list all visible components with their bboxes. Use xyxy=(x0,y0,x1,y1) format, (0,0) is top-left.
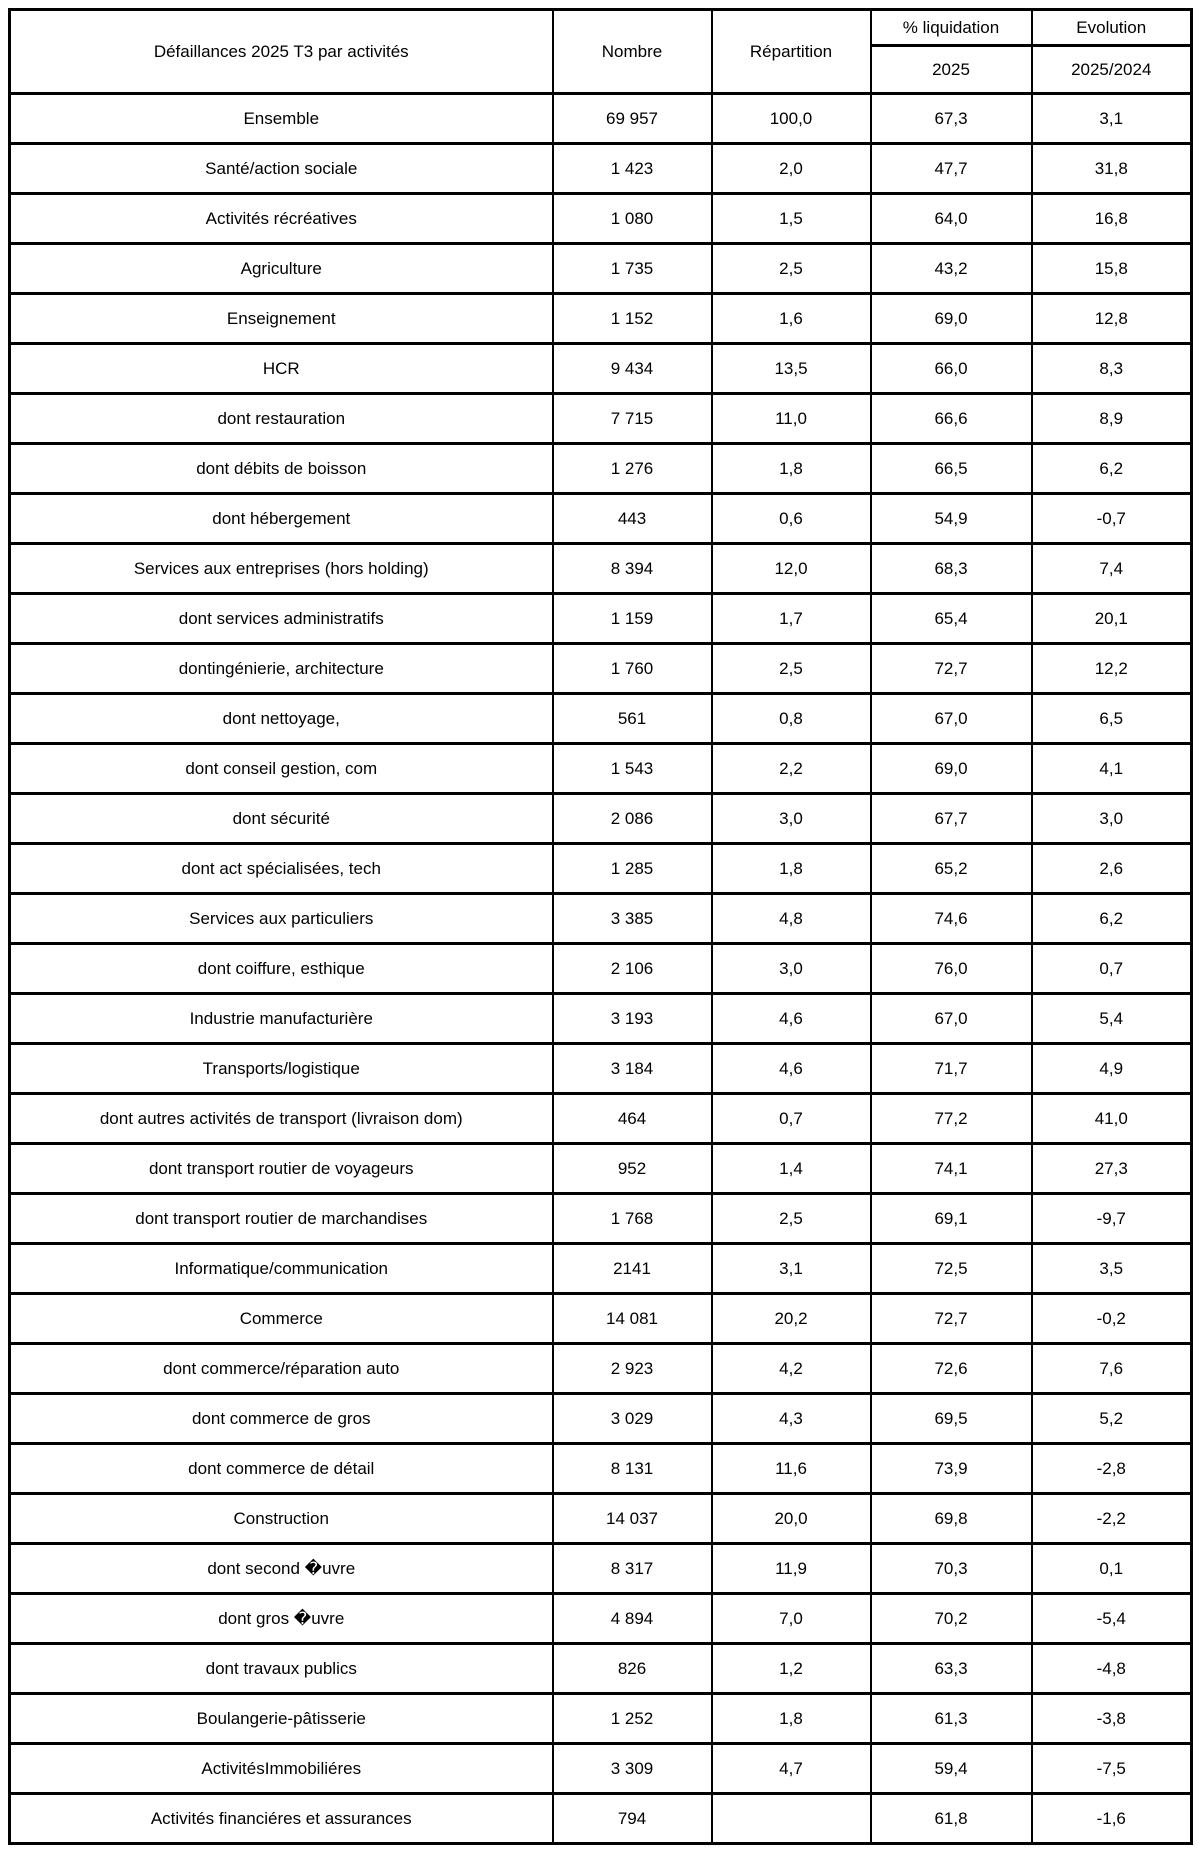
repartition-cell: 7,0 xyxy=(712,1594,871,1644)
nombre-cell: 2 923 xyxy=(553,1344,712,1394)
evolution-cell: -3,8 xyxy=(1032,1694,1192,1744)
defaillances-table xyxy=(8,8,1193,1845)
repartition-cell: 1,6 xyxy=(712,294,871,344)
table-row xyxy=(10,594,1192,644)
evolution-cell: 8,9 xyxy=(1032,394,1192,444)
repartition-cell: 0,6 xyxy=(712,494,871,544)
evolution-cell: -2,8 xyxy=(1032,1444,1192,1494)
activity-cell: dont transport routier de marchandises xyxy=(10,1194,553,1244)
table-row xyxy=(10,1694,1192,1744)
liquidation-cell: 67,0 xyxy=(871,694,1032,744)
liquidation-cell: 59,4 xyxy=(871,1744,1032,1794)
activity-cell: Services aux entreprises (hors holding) xyxy=(10,544,553,594)
activity-cell: Construction xyxy=(10,1494,553,1544)
repartition-cell: 2,5 xyxy=(712,244,871,294)
liquidation-cell: 67,7 xyxy=(871,794,1032,844)
evolution-cell: 4,1 xyxy=(1032,744,1192,794)
repartition-cell: 0,7 xyxy=(712,1094,871,1144)
repartition-cell: 0,8 xyxy=(712,694,871,744)
table-row xyxy=(10,1494,1192,1544)
nombre-cell: 2 106 xyxy=(553,944,712,994)
liquidation-cell: 61,3 xyxy=(871,1694,1032,1744)
table-row xyxy=(10,1594,1192,1644)
evolution-cell: 7,6 xyxy=(1032,1344,1192,1394)
table-row xyxy=(10,194,1192,244)
activity-cell: Industrie manufacturière xyxy=(10,994,553,1044)
nombre-cell: 1 285 xyxy=(553,844,712,894)
repartition-cell: 4,7 xyxy=(712,1744,871,1794)
table-body xyxy=(10,94,1192,1844)
liquidation-cell: 54,9 xyxy=(871,494,1032,544)
nombre-cell: 1 276 xyxy=(553,444,712,494)
table-row xyxy=(10,744,1192,794)
evolution-cell: 31,8 xyxy=(1032,144,1192,194)
repartition-cell: 4,3 xyxy=(712,1394,871,1444)
liquidation-cell: 68,3 xyxy=(871,544,1032,594)
nombre-cell: 1 543 xyxy=(553,744,712,794)
nombre-cell: 14 081 xyxy=(553,1294,712,1344)
evolution-cell: 15,8 xyxy=(1032,244,1192,294)
header-repartition: Répartition xyxy=(712,10,871,94)
repartition-cell: 1,8 xyxy=(712,1694,871,1744)
header-evolution: Evolution xyxy=(1032,10,1192,46)
activity-cell: Santé/action sociale xyxy=(10,144,553,194)
table-row xyxy=(10,1794,1192,1844)
evolution-cell: 27,3 xyxy=(1032,1144,1192,1194)
evolution-cell: 3,0 xyxy=(1032,794,1192,844)
liquidation-cell: 61,8 xyxy=(871,1794,1032,1844)
liquidation-cell: 77,2 xyxy=(871,1094,1032,1144)
evolution-cell: -7,5 xyxy=(1032,1744,1192,1794)
nombre-cell: 952 xyxy=(553,1144,712,1194)
nombre-cell: 8 131 xyxy=(553,1444,712,1494)
evolution-cell: 4,9 xyxy=(1032,1044,1192,1094)
nombre-cell: 2141 xyxy=(553,1244,712,1294)
liquidation-cell: 71,7 xyxy=(871,1044,1032,1094)
activity-cell: Commerce xyxy=(10,1294,553,1344)
header-liquidation-year: 2025 xyxy=(871,46,1032,94)
table-row xyxy=(10,794,1192,844)
evolution-cell: 6,2 xyxy=(1032,894,1192,944)
evolution-cell: 5,4 xyxy=(1032,994,1192,1044)
table-row xyxy=(10,1194,1192,1244)
activity-cell: dont conseil gestion, com xyxy=(10,744,553,794)
liquidation-cell: 43,2 xyxy=(871,244,1032,294)
evolution-cell: -0,2 xyxy=(1032,1294,1192,1344)
table-row xyxy=(10,1394,1192,1444)
liquidation-cell: 72,6 xyxy=(871,1344,1032,1394)
repartition-cell: 1,7 xyxy=(712,594,871,644)
nombre-cell: 1 735 xyxy=(553,244,712,294)
nombre-cell: 464 xyxy=(553,1094,712,1144)
table-row xyxy=(10,1544,1192,1594)
activity-cell: Ensemble xyxy=(10,94,553,144)
activity-cell: dont nettoyage, xyxy=(10,694,553,744)
activity-cell: dont autres activités de transport (livraison dom) xyxy=(10,1094,553,1144)
activity-cell: dont travaux publics xyxy=(10,1644,553,1694)
repartition-cell: 11,6 xyxy=(712,1444,871,1494)
evolution-cell: 16,8 xyxy=(1032,194,1192,244)
liquidation-cell: 72,5 xyxy=(871,1244,1032,1294)
activity-cell: dont hébergement xyxy=(10,494,553,544)
table-row xyxy=(10,1044,1192,1094)
evolution-cell: 2,6 xyxy=(1032,844,1192,894)
table-row xyxy=(10,1644,1192,1694)
table-row xyxy=(10,394,1192,444)
table-row xyxy=(10,1444,1192,1494)
table-row xyxy=(10,1344,1192,1394)
table-row xyxy=(10,1144,1192,1194)
repartition-cell: 4,6 xyxy=(712,1044,871,1094)
evolution-cell: -4,8 xyxy=(1032,1644,1192,1694)
table-row xyxy=(10,1294,1192,1344)
nombre-cell: 1 152 xyxy=(553,294,712,344)
nombre-cell: 561 xyxy=(553,694,712,744)
nombre-cell: 2 086 xyxy=(553,794,712,844)
liquidation-cell: 72,7 xyxy=(871,644,1032,694)
evolution-cell: 12,8 xyxy=(1032,294,1192,344)
nombre-cell: 8 394 xyxy=(553,544,712,594)
nombre-cell: 9 434 xyxy=(553,344,712,394)
liquidation-cell: 66,6 xyxy=(871,394,1032,444)
repartition-cell: 4,6 xyxy=(712,994,871,1044)
activity-cell: dont débits de boisson xyxy=(10,444,553,494)
repartition-cell: 11,9 xyxy=(712,1544,871,1594)
activity-cell: dont act spécialisées, tech xyxy=(10,844,553,894)
nombre-cell: 3 309 xyxy=(553,1744,712,1794)
table-row xyxy=(10,494,1192,544)
repartition-cell: 1,2 xyxy=(712,1644,871,1694)
table-row xyxy=(10,344,1192,394)
evolution-cell: 20,1 xyxy=(1032,594,1192,644)
table-header xyxy=(10,10,1192,94)
table-row xyxy=(10,894,1192,944)
liquidation-cell: 67,0 xyxy=(871,994,1032,1044)
repartition-cell: 1,8 xyxy=(712,444,871,494)
liquidation-cell: 74,6 xyxy=(871,894,1032,944)
liquidation-cell: 66,0 xyxy=(871,344,1032,394)
nombre-cell: 3 193 xyxy=(553,994,712,1044)
repartition-cell: 1,4 xyxy=(712,1144,871,1194)
repartition-cell: 12,0 xyxy=(712,544,871,594)
table-row xyxy=(10,244,1192,294)
evolution-cell: 41,0 xyxy=(1032,1094,1192,1144)
liquidation-cell: 66,5 xyxy=(871,444,1032,494)
liquidation-cell: 69,0 xyxy=(871,294,1032,344)
liquidation-cell: 72,7 xyxy=(871,1294,1032,1344)
activity-cell: Boulangerie-pâtisserie xyxy=(10,1694,553,1744)
table-row xyxy=(10,844,1192,894)
nombre-cell: 1 423 xyxy=(553,144,712,194)
liquidation-cell: 73,9 xyxy=(871,1444,1032,1494)
activity-cell: dont gros �uvre xyxy=(10,1594,553,1644)
evolution-cell: -5,4 xyxy=(1032,1594,1192,1644)
activity-cell: HCR xyxy=(10,344,553,394)
evolution-cell: -9,7 xyxy=(1032,1194,1192,1244)
liquidation-cell: 69,1 xyxy=(871,1194,1032,1244)
activity-cell: dont coiffure, esthique xyxy=(10,944,553,994)
liquidation-cell: 70,2 xyxy=(871,1594,1032,1644)
liquidation-cell: 69,5 xyxy=(871,1394,1032,1444)
evolution-cell: -2,2 xyxy=(1032,1494,1192,1544)
repartition-cell: 3,1 xyxy=(712,1244,871,1294)
liquidation-cell: 65,2 xyxy=(871,844,1032,894)
table-row xyxy=(10,994,1192,1044)
nombre-cell: 1 080 xyxy=(553,194,712,244)
evolution-cell: 6,2 xyxy=(1032,444,1192,494)
activity-cell: dontingénierie, architecture xyxy=(10,644,553,694)
table-row xyxy=(10,1244,1192,1294)
nombre-cell: 69 957 xyxy=(553,94,712,144)
activity-cell: dont transport routier de voyageurs xyxy=(10,1144,553,1194)
evolution-cell: 3,5 xyxy=(1032,1244,1192,1294)
liquidation-cell: 76,0 xyxy=(871,944,1032,994)
header-evolution-period: 2025/2024 xyxy=(1032,46,1192,94)
nombre-cell: 3 029 xyxy=(553,1394,712,1444)
table-row xyxy=(10,644,1192,694)
nombre-cell: 8 317 xyxy=(553,1544,712,1594)
liquidation-cell: 67,3 xyxy=(871,94,1032,144)
activity-cell: dont second �uvre xyxy=(10,1544,553,1594)
activity-cell: Enseignement xyxy=(10,294,553,344)
repartition-cell: 2,0 xyxy=(712,144,871,194)
activity-cell: dont sécurité xyxy=(10,794,553,844)
liquidation-cell: 64,0 xyxy=(871,194,1032,244)
nombre-cell: 7 715 xyxy=(553,394,712,444)
activity-cell: Activités financiéres et assurances xyxy=(10,1794,553,1844)
table-row xyxy=(10,444,1192,494)
activity-cell: dont commerce de détail xyxy=(10,1444,553,1494)
repartition-cell: 2,5 xyxy=(712,644,871,694)
nombre-cell: 1 760 xyxy=(553,644,712,694)
activity-cell: Services aux particuliers xyxy=(10,894,553,944)
evolution-cell: 6,5 xyxy=(1032,694,1192,744)
header-nombre: Nombre xyxy=(553,10,712,94)
nombre-cell: 1 252 xyxy=(553,1694,712,1744)
nombre-cell: 4 894 xyxy=(553,1594,712,1644)
evolution-cell: 7,4 xyxy=(1032,544,1192,594)
table-row xyxy=(10,294,1192,344)
nombre-cell: 443 xyxy=(553,494,712,544)
header-activity: Défaillances 2025 T3 par activités xyxy=(10,10,553,94)
evolution-cell: -1,6 xyxy=(1032,1794,1192,1844)
table-row xyxy=(10,144,1192,194)
evolution-cell: 3,1 xyxy=(1032,94,1192,144)
nombre-cell: 14 037 xyxy=(553,1494,712,1544)
evolution-cell: 0,1 xyxy=(1032,1544,1192,1594)
repartition-cell: 1,5 xyxy=(712,194,871,244)
table-row xyxy=(10,694,1192,744)
evolution-cell: 12,2 xyxy=(1032,644,1192,694)
liquidation-cell: 69,0 xyxy=(871,744,1032,794)
activity-cell: dont restauration xyxy=(10,394,553,444)
activity-cell: Agriculture xyxy=(10,244,553,294)
repartition-cell: 1,8 xyxy=(712,844,871,894)
nombre-cell: 3 184 xyxy=(553,1044,712,1094)
evolution-cell: -0,7 xyxy=(1032,494,1192,544)
liquidation-cell: 74,1 xyxy=(871,1144,1032,1194)
nombre-cell: 1 768 xyxy=(553,1194,712,1244)
repartition-cell: 20,0 xyxy=(712,1494,871,1544)
table-row xyxy=(10,1094,1192,1144)
table-row xyxy=(10,1744,1192,1794)
activity-cell: dont services administratifs xyxy=(10,594,553,644)
activity-cell: Activités récréatives xyxy=(10,194,553,244)
activity-cell: dont commerce de gros xyxy=(10,1394,553,1444)
repartition-cell: 100,0 xyxy=(712,94,871,144)
repartition-cell: 4,2 xyxy=(712,1344,871,1394)
nombre-cell: 3 385 xyxy=(553,894,712,944)
liquidation-cell: 65,4 xyxy=(871,594,1032,644)
repartition-cell: 13,5 xyxy=(712,344,871,394)
activity-cell: ActivitésImmobiliéres xyxy=(10,1744,553,1794)
evolution-cell: 8,3 xyxy=(1032,344,1192,394)
activity-cell: Informatique/communication xyxy=(10,1244,553,1294)
repartition-cell: 20,2 xyxy=(712,1294,871,1344)
repartition-cell: 4,8 xyxy=(712,894,871,944)
evolution-cell: 0,7 xyxy=(1032,944,1192,994)
repartition-cell: 2,2 xyxy=(712,744,871,794)
activity-cell: Transports/logistique xyxy=(10,1044,553,1094)
repartition-cell: 2,5 xyxy=(712,1194,871,1244)
evolution-cell: 5,2 xyxy=(1032,1394,1192,1444)
table-row xyxy=(10,944,1192,994)
repartition-cell: 11,0 xyxy=(712,394,871,444)
liquidation-cell: 47,7 xyxy=(871,144,1032,194)
nombre-cell: 826 xyxy=(553,1644,712,1694)
table-row xyxy=(10,94,1192,144)
header-liquidation: % liquidation xyxy=(871,10,1032,46)
repartition-cell: 3,0 xyxy=(712,794,871,844)
liquidation-cell: 69,8 xyxy=(871,1494,1032,1544)
activity-cell: dont commerce/réparation auto xyxy=(10,1344,553,1394)
liquidation-cell: 70,3 xyxy=(871,1544,1032,1594)
repartition-cell: 3,0 xyxy=(712,944,871,994)
nombre-cell: 1 159 xyxy=(553,594,712,644)
repartition-cell xyxy=(712,1794,871,1844)
table-row xyxy=(10,544,1192,594)
liquidation-cell: 63,3 xyxy=(871,1644,1032,1694)
nombre-cell: 794 xyxy=(553,1794,712,1844)
